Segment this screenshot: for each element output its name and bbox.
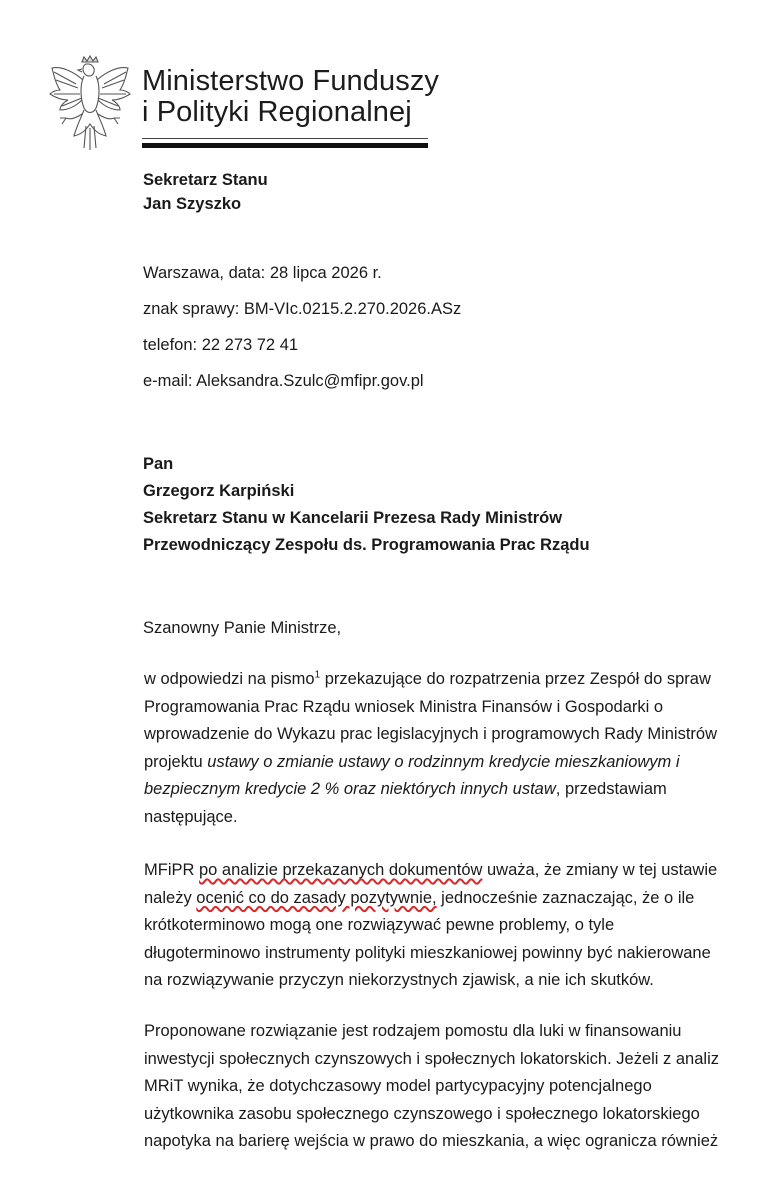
paragraph-line: następujące. <box>144 807 238 826</box>
paragraph-line: na rozwiązywanie przyczyn niekorzystnych zjawisk, a nie ich skutków. <box>144 971 654 990</box>
polish-eagle-emblem-icon <box>46 54 134 154</box>
ministry-name-line2: i Polityki Regionalnej <box>142 96 412 128</box>
header-rule-thin <box>142 138 428 139</box>
ministry-name-line1: Ministerstwo Funduszy <box>142 65 440 97</box>
header-rule-thick <box>142 143 428 148</box>
highlighted-phrase: ocenić co do zasady pozytywnie, <box>196 888 437 907</box>
greeting: Szanowny Panie Ministrze, <box>143 619 342 637</box>
paragraph-line: w odpowiedzi na pismo$^1$ przekazujące do rozpatrzenia przez Zespół do spraw <box>144 669 711 688</box>
paragraph-line: projektu ustawy o zmianie ustawy o rodzinnym kredycie mieszkaniowym i <box>144 752 680 771</box>
paragraph-line: Proponowane rozwiązanie jest rodzajem pomostu dla luki w finansowaniu <box>144 1022 682 1040</box>
law-title-italic: bezpiecznym kredycie 2 % oraz niektórych innych ustaw <box>144 780 556 799</box>
paragraph-line: napotyka na barierę wejścia w prawo do mieszkania, a więc ogranicza również <box>144 1132 719 1151</box>
place-date: Warszawa, data: 28 lipca 2026 r. <box>143 264 382 282</box>
sender-name: Jan Szyszko <box>143 195 242 213</box>
paragraph-line: należy ocenić co do zasady pozytywnie, jednocześnie zaznaczając, że o ile <box>144 888 695 907</box>
case-reference: znak sprawy: BM-VIc.0215.2.270.2026.ASz <box>143 300 462 318</box>
recipient-position-1: Sekretarz Stanu w Kancelarii Prezesa Rady Ministrów <box>143 509 563 527</box>
paragraph-line: MFiPR po analizie przekazanych dokumentów uważa, że zmiany w tej ustawie <box>144 861 718 879</box>
paragraph-line: długoterminowo instrumenty polityki mieszkaniowej powinny być nakierowane <box>144 943 711 962</box>
paragraph-line: użytkownika zasobu społecznego czynszowego i społecznego lokatorskiego <box>144 1104 700 1123</box>
paragraph-line: wprowadzenie do Wykazu prac legislacyjnych i programowych Rady Ministrów <box>144 725 717 744</box>
paragraph-1 <box>144 666 764 832</box>
sender-title: Sekretarz Stanu <box>143 171 268 189</box>
recipient-salutation: Pan <box>143 455 174 473</box>
paragraph-2 <box>144 857 764 995</box>
paragraph-3 <box>144 1018 764 1156</box>
footnote-ref: 1 <box>314 669 321 681</box>
paragraph-line: bezpiecznym kredycie 2 % oraz niektórych innych ustaw, przedstawiam <box>144 780 667 799</box>
recipient-position-2: Przewodniczący Zespołu ds. Programowania Prac Rządu <box>143 536 590 554</box>
recipient-name: Grzegorz Karpiński <box>143 482 295 500</box>
email-address: e-mail: Aleksandra.Szulc@mfipr.gov.pl <box>143 372 424 390</box>
highlighted-phrase: po analizie przekazanych dokumentów <box>199 861 483 879</box>
law-title-italic: ustawy o zmianie ustawy o rodzinnym kredycie mieszkaniowym i <box>207 752 680 771</box>
paragraph-line: Programowania Prac Rządu wniosek Ministra Finansów i Gospodarki o <box>144 697 664 716</box>
paragraph-line: krótkoterminowo mogą one rozwiązywać pewne problemy, o tyle <box>144 916 615 935</box>
paragraph-line: inwestycji społecznych czynszowych i społecznych lokatorskich. Jeżeli z analiz <box>144 1049 719 1068</box>
phone-number: telefon: 22 273 72 41 <box>143 336 299 354</box>
paragraph-line: MRiT wynika, że dotychczasowy model partycypacyjny potencjalnego <box>144 1077 652 1096</box>
